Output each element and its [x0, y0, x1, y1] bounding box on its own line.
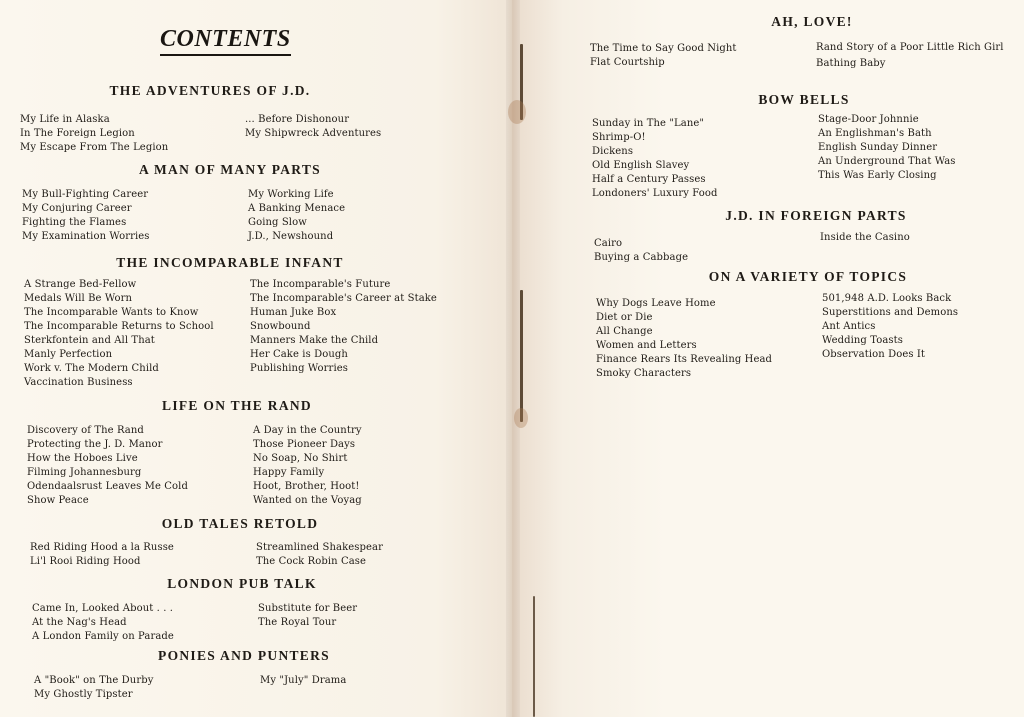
contents-entry: J.D., Newshound [248, 231, 334, 242]
contents-entry: An Underground That Was [818, 156, 956, 167]
contents-entry: The Royal Tour [258, 617, 337, 628]
contents-entry: Discovery of The Rand [27, 425, 144, 436]
contents-entry: Finance Rears Its Revealing Head [596, 354, 773, 365]
section-heading: OLD TALES RETOLD [161, 516, 319, 531]
binding-stitch-bottom [533, 596, 535, 717]
contents-entry: Show Peace [27, 495, 89, 506]
contents-entry: Her Cake is Dough [250, 349, 348, 360]
contents-entry: My Shipwreck Adventures [245, 128, 382, 139]
contents-entry: Happy Family [253, 467, 325, 478]
contents-entry: Manners Make the Child [250, 335, 379, 346]
section-heading: LIFE ON THE RAND [162, 398, 312, 413]
contents-entry: Came In, Looked About . . . [32, 603, 174, 614]
contents-entry: Observation Does It [822, 349, 926, 360]
contents-entry: Inside the Casino [820, 232, 910, 243]
contents-entry: Wanted on the Voyag [253, 495, 362, 506]
contents-entry: Rand Story of a Poor Little Rich Girl [816, 42, 1004, 53]
contents-entry: The Time to Say Good Night [590, 43, 737, 54]
section-heading: THE ADVENTURES OF J.D. [109, 83, 311, 98]
contents-entry: A Strange Bed-Fellow [24, 279, 137, 290]
contents-entry: Red Riding Hood a la Russe [30, 542, 174, 553]
contents-entry: My Escape From The Legion [20, 142, 169, 153]
section-heading: PONIES AND PUNTERS [158, 648, 330, 663]
contents-entry: Buying a Cabbage [594, 252, 689, 263]
contents-entry: Odendaalsrust Leaves Me Cold [27, 481, 188, 492]
contents-entry: This Was Early Closing [818, 170, 937, 181]
contents-entry: Hoot, Brother, Hoot! [253, 481, 360, 492]
contents-entry: Ant Antics [822, 321, 876, 332]
contents-entry: Bathing Baby [816, 58, 886, 69]
contents-entry: Sunday in The "Lane" [592, 118, 705, 129]
contents-entry: Filming Johannesburg [27, 467, 142, 478]
section-heading: BOW BELLS [758, 92, 850, 107]
contents-entry: Dickens [592, 146, 634, 157]
contents-entry: Smoky Characters [596, 368, 692, 379]
contents-entry: All Change [596, 326, 653, 337]
contents-entry: ... Before Dishonour [245, 114, 350, 125]
contents-entry: A "Book" on The Durby [34, 675, 154, 686]
contents-entry: The Incomparable's Career at Stake [250, 293, 437, 304]
contents-entry: My Bull-Fighting Career [22, 189, 149, 200]
contents-entry: The Incomparable's Future [250, 279, 391, 290]
contents-entry: Fighting the Flames [22, 217, 127, 228]
section-heading: ON A VARIETY OF TOPICS [708, 269, 908, 284]
contents-entry: My Examination Worries [22, 231, 150, 242]
contents-entry: A Day in the Country [253, 425, 362, 436]
contents-entry: Those Pioneer Days [253, 439, 356, 450]
contents-entry: Li'l Rooi Riding Hood [30, 556, 141, 567]
contents-entry: Women and Letters [596, 340, 697, 351]
contents-entry: Publishing Worries [250, 363, 348, 374]
contents-entry: The Incomparable Returns to School [24, 321, 214, 332]
contents-entry: Superstitions and Demons [822, 307, 959, 318]
section-heading: LONDON PUB TALK [167, 576, 317, 591]
contents-entry: Vaccination Business [24, 377, 133, 388]
binding-stitch-middle [520, 290, 523, 422]
contents-entry: How the Hoboes Live [27, 453, 138, 464]
contents-entry: Wedding Toasts [822, 335, 903, 346]
contents-entry: Medals Will Be Worn [24, 293, 133, 304]
contents-entry: My Working Life [248, 189, 334, 200]
contents-entry: My Conjuring Career [22, 203, 132, 214]
contents-entry: Substitute for Beer [258, 603, 358, 614]
contents-title: CONTENTS [160, 26, 291, 56]
contents-entry: The Incomparable Wants to Know [24, 307, 199, 318]
contents-entry: Streamlined Shakespear [256, 542, 383, 553]
contents-entry: In The Foreign Legion [20, 128, 135, 139]
contents-entry: Stage-Door Johnnie [818, 114, 919, 125]
contents-entry: My Ghostly Tipster [34, 689, 133, 700]
contents-entry: A London Family on Parade [32, 631, 174, 642]
contents-entry: Sterkfontein and All That [24, 335, 155, 346]
contents-entry: My Life in Alaska [20, 114, 110, 125]
contents-entry: Snowbound [250, 321, 311, 332]
contents-entry: Shrimp-O! [592, 132, 646, 143]
binding-stain-top [508, 100, 526, 124]
contents-entry: 501,948 A.D. Looks Back [822, 293, 952, 304]
contents-entry: Human Juke Box [250, 307, 337, 318]
contents-entry: Flat Courtship [590, 57, 665, 68]
contents-entry: My "July" Drama [260, 675, 347, 686]
contents-entry: Half a Century Passes [592, 174, 706, 185]
contents-entry: Going Slow [248, 217, 307, 228]
section-heading: AH, LOVE! [771, 14, 853, 29]
section-heading: J.D. IN FOREIGN PARTS [725, 208, 907, 223]
contents-entry: Work v. The Modern Child [24, 363, 159, 374]
contents-entry: The Cock Robin Case [256, 556, 367, 567]
contents-entry: Manly Perfection [24, 349, 113, 360]
contents-entry: Cairo [594, 238, 623, 249]
contents-entry: At the Nag's Head [32, 617, 127, 628]
contents-entry: No Soap, No Shirt [253, 453, 348, 464]
contents-entry: Protecting the J. D. Manor [27, 439, 163, 450]
binding-stain-middle [514, 408, 528, 428]
contents-entry: An Englishman's Bath [818, 128, 932, 139]
contents-entry: A Banking Menace [248, 203, 346, 214]
contents-entry: Diet or Die [596, 312, 653, 323]
contents-entry: English Sunday Dinner [818, 142, 938, 153]
section-heading: THE INCOMPARABLE INFANT [116, 255, 344, 270]
contents-entry: Londoners' Luxury Food [592, 188, 718, 199]
contents-entry: Why Dogs Leave Home [596, 298, 716, 309]
contents-entry: Old English Slavey [592, 160, 690, 171]
section-heading: A MAN OF MANY PARTS [139, 162, 321, 177]
